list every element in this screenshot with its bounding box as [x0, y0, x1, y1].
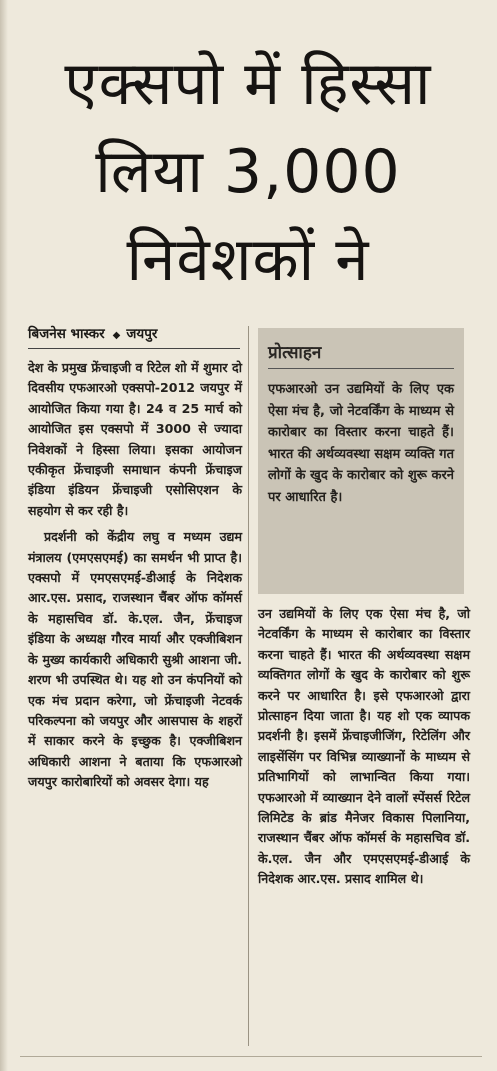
byline-city: जयपुर	[126, 326, 158, 342]
sidebar-title: प्रोत्साहन	[268, 340, 454, 369]
article-column-right	[258, 604, 470, 890]
headline	[18, 40, 478, 304]
article-paragraph-1: देश के प्रमुख फ्रेंचाइजी व रिटेल शो में शुमार दो दिवसीय एफआरओ एक्सपो-2012 जयपुर में आयोजित किया गया है। 24 व 25 मार्च को आयोजित इस एक्सपो में 3000 से ज्यादा निवेशकों ने हिस्सा लिया। इसका आयोजन एकीकृत फ्रेंचाइजी समाधान कंपनी फ्रेंचाइज इंडिया इंडियन फ्रेंचाइजी एसोसिएशन के सहयोग से कर रही है।	[28, 360, 242, 518]
article-paragraph-2: प्रदर्शनी को केंद्रीय लघु व मध्यम उद्यम मंत्रालय (एमएसएमई) का समर्थन भी प्राप्त है। एक्सपो में एमएसएमई-डीआई के निदेशक आर.एस. प्रसाद, राजस्थान चैंबर ऑफ कॉमर्स के महासचिव डॉ. के.एल. जैन, फ्रेंचाइज इंडिया के अध्यक्ष गौरव मार्या और एक्जीबिशन के मुख्य कार्यकारी अधिकारी सुश्री आशना जी. शरण भी उपस्थित थे। यह शो उन कंपनियों को एक मंच प्रदान करेगा, जो फ्रेंचाइजी नेटवर्क परिकल्पना को जयपुर और आसपास के शहरों में साकार करने के इच्छुक है। एक्जीबिशन अधिकारी आशना ने बताया कि एफआरओ जयपुर कारोबारियों को अवसर देगा। यह	[28, 529, 242, 790]
bottom-rule	[20, 1056, 482, 1057]
headline-line-1: एक्सपो में हिस्सा	[64, 49, 432, 119]
paper-edge-shadow	[0, 0, 8, 1071]
article-paragraph-3: उन उद्यमियों के लिए एक ऐसा मंच है, जो नेटवर्किंग के माध्यम से कारोबार का विस्तार करना चाहते हैं। भारत की अर्थव्यवस्था सक्षम व्यक्तिगत लोगों के खुद के कारोबार को शुरू करने पर आधारित है। इसे एफआरओ द्वारा प्रोत्साहन दिया जाता है। यह शो एक व्यापक प्रदर्शनी है। इसमें फ्रेंचाइजीजिंग, रिटेलिंग और लाइसेंसिंग पर विभिन्न व्याख्यानों के माध्यम से प्रतिभागियों को लाभान्वित किया गया। एफआरओ में व्याख्यान देने वालों स्पेंसर्स रिटेल लिमिटेड के ब्रांड मैनेजर विकास पिलानिया, राजस्थान चैंबर ऑफ कॉमर्स के महासचिव डॉ. के.एल. जैन और एमएसएमई-डीआई के निदेशक आर.एस. प्रसाद शामिल थे।	[258, 606, 470, 887]
headline-line-3: निवेशकों ने	[126, 225, 370, 295]
article-column-left	[28, 358, 242, 793]
column-divider	[248, 326, 249, 1046]
byline-separator-icon: ◆	[112, 330, 121, 341]
byline	[28, 324, 240, 349]
sidebar-box	[258, 328, 464, 594]
headline-line-2: लिया 3,000	[95, 137, 401, 207]
byline-source: बिजनेस भास्कर	[28, 326, 105, 342]
sidebar-body: एफआरओ उन उद्यमियों के लिए एक ऐसा मंच है, जो नेटवर्किंग के माध्यम से कारोबार का विस्तार करना चाहते हैं। भारत की अर्थव्यवस्था सक्षम व्यक्ति गत लोगों के खुद के कारोबार को शुरू करने पर आधारित है।	[268, 382, 454, 505]
